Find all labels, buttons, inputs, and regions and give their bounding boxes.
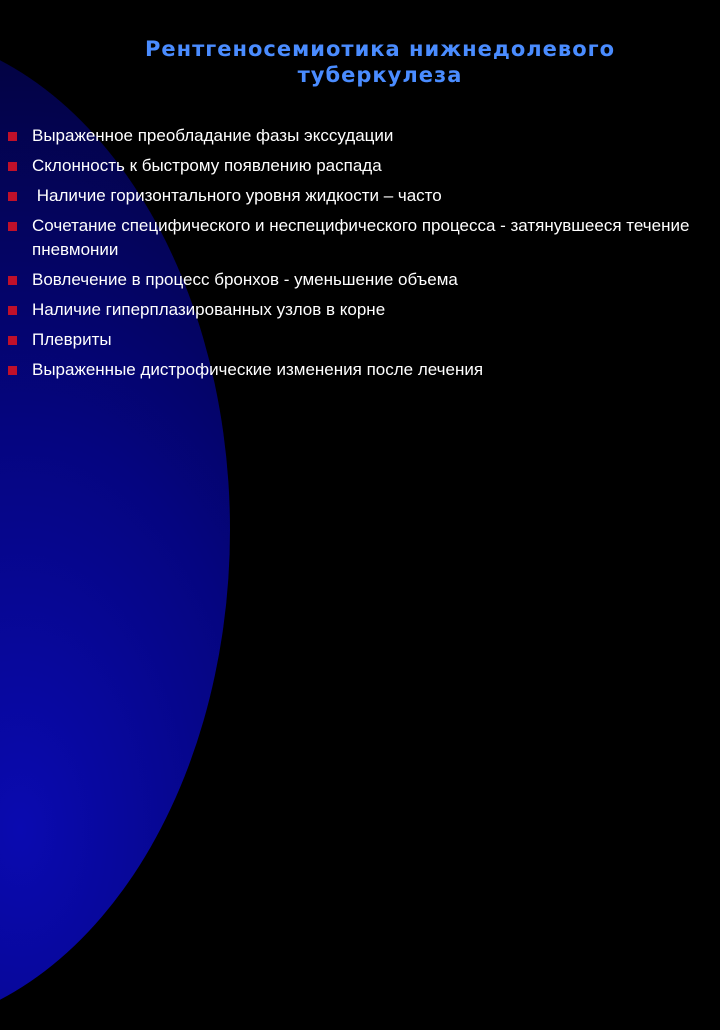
bullet-item xyxy=(6,154,706,178)
square-bullet-icon xyxy=(8,366,17,375)
bullet-text: Плевриты xyxy=(32,330,112,349)
title-line-2: туберкулеза xyxy=(297,63,463,87)
square-bullet-icon xyxy=(8,192,17,201)
bullet-text: Сочетание специфического и неспецифического процесса - затянувшееся течение пневмонии xyxy=(32,216,690,259)
bullet-text: Наличие горизонтального уровня жидкости – часто xyxy=(32,186,442,205)
bullet-text: Выраженное преобладание фазы экссудации xyxy=(32,126,394,145)
square-bullet-icon xyxy=(8,276,17,285)
bullet-item xyxy=(6,358,706,382)
square-bullet-icon xyxy=(8,336,17,345)
bullet-list xyxy=(6,124,706,388)
bullet-item xyxy=(6,184,706,208)
bullet-text: Склонность к быстрому появлению распада xyxy=(32,156,382,175)
bullet-text: Выраженные дистрофические изменения после лечения xyxy=(32,360,484,379)
bullet-text: Наличие гиперплазированных узлов в корне xyxy=(32,300,386,319)
bullet-item xyxy=(6,124,706,148)
bullet-item xyxy=(6,298,706,322)
slide-title xyxy=(40,36,720,88)
bullet-item xyxy=(6,268,706,292)
bullet-text: Вовлечение в процесс бронхов - уменьшение объема xyxy=(32,270,458,289)
bullet-item xyxy=(6,328,706,352)
bullet-item xyxy=(6,214,706,262)
square-bullet-icon xyxy=(8,222,17,231)
square-bullet-icon xyxy=(8,306,17,315)
square-bullet-icon xyxy=(8,162,17,171)
title-line-1: Рентгеносемиотика нижнедолевого xyxy=(144,37,616,61)
square-bullet-icon xyxy=(8,132,17,141)
